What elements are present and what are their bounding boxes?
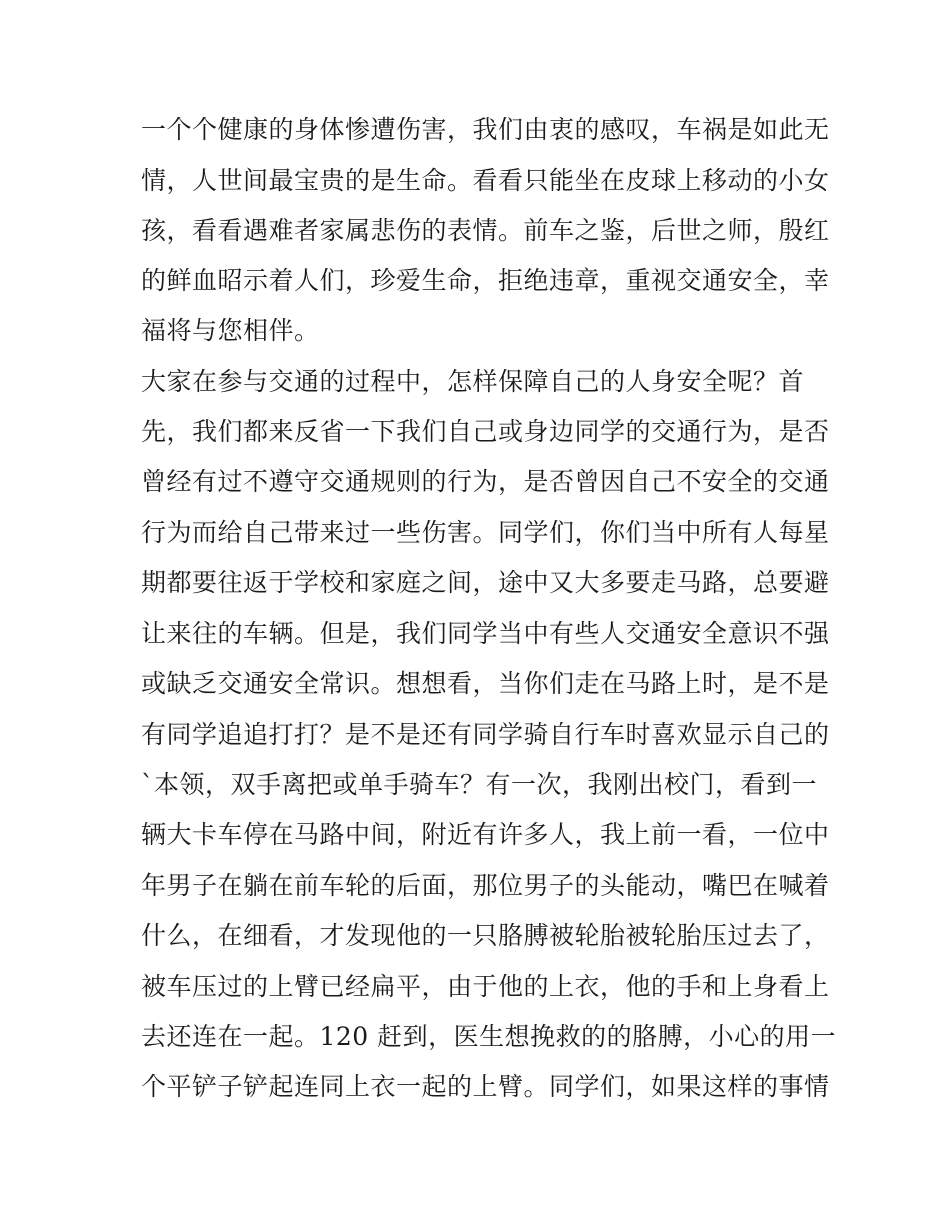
text-line: 先，我们都来反省一下我们自己或身边同学的交通行为，是否 bbox=[141, 417, 830, 446]
text-line: 情，人世间最宝贵的是生命。看看只能坐在皮球上移动的小女 bbox=[141, 166, 830, 195]
text-line: 福将与您相伴。 bbox=[141, 316, 320, 345]
text-line: 被车压过的上臂已经扁平，由于他的上衣，他的手和上身看上 bbox=[141, 972, 830, 1001]
text-line: 有同学追追打打？是不是还有同学骑自行车时喜欢显示自己的 bbox=[141, 720, 830, 749]
text-line: 行为而给自己带来过一些伤害。同学们，你们当中所有人每星 bbox=[141, 518, 830, 547]
text-line: 辆大卡车停在马路中间，附近有许多人，我上前一看，一位中 bbox=[141, 820, 830, 849]
text-line: 让来往的车辆。但是，我们同学当中有些人交通安全意识不强 bbox=[141, 619, 830, 648]
text-line: 的鲜血昭示着人们，珍爱生命，拒绝违章，重视交通安全，幸 bbox=[141, 266, 830, 295]
text-line: 曾经有过不遵守交通规则的行为，是否曾因自己不安全的交通 bbox=[141, 467, 830, 496]
text-line: 大家在参与交通的过程中，怎样保障自己的人身安全呢？首 bbox=[141, 367, 805, 396]
text-line: `本领，双手离把或单手骑车？有一次，我刚出校门，看到一 bbox=[141, 770, 818, 799]
text-line: 孩，看看遇难者家属悲伤的表情。前车之鉴，后世之师，殷红 bbox=[141, 216, 830, 245]
text-line: 个平铲子铲起连同上衣一起的上臂。同学们，如果这样的事情 bbox=[141, 1072, 830, 1101]
text-line: 或缺乏交通安全常识。想想看，当你们走在马路上时，是不是 bbox=[141, 669, 830, 698]
text-line: 年男子在躺在前车轮的后面，那位男子的头能动，嘴巴在喊着 bbox=[141, 871, 830, 900]
text-line: 去还连在一起。120 赶到，医生想挽救的的胳膊，小心的用一 bbox=[141, 1022, 837, 1051]
text-line: 一个个健康的身体惨遭伤害，我们由衷的感叹，车祸是如此无 bbox=[141, 115, 830, 144]
text-line: 什么，在细看，才发现他的一只胳膊被轮胎被轮胎压过去了， bbox=[141, 921, 830, 950]
text-line: 期都要往返于学校和家庭之间，途中又大多要走马路，总要避 bbox=[141, 568, 830, 597]
